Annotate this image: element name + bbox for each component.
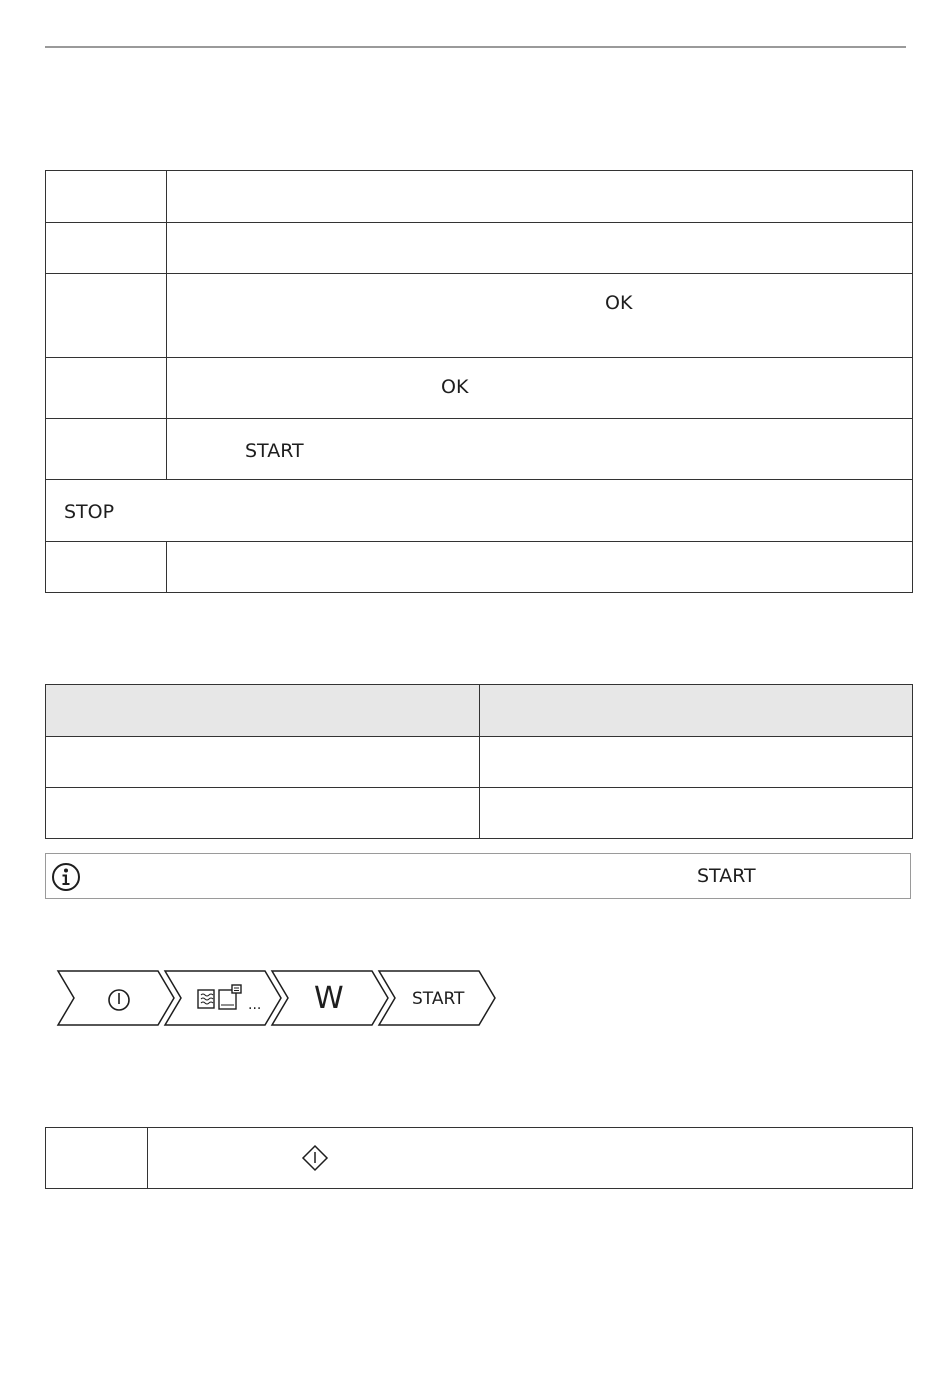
table-row: [46, 1128, 913, 1189]
start-diamond-icon: [301, 1144, 329, 1172]
header-rule: [45, 46, 906, 48]
step-cell: [46, 274, 167, 358]
start-table: [45, 1127, 913, 1189]
table-header-row: [46, 685, 913, 737]
watt-label: W: [314, 981, 344, 1016]
power-icon: [109, 990, 129, 1010]
table-cell: [480, 737, 913, 788]
step-cell: [46, 223, 167, 274]
start-label: START: [412, 989, 465, 1009]
table-row: [46, 419, 913, 480]
start-key-label: START: [697, 865, 756, 887]
header-cell: [46, 685, 480, 737]
text-cell: [167, 542, 913, 593]
table-row: [46, 788, 913, 839]
info-icon: [51, 862, 81, 892]
text-cell: [167, 274, 913, 358]
table-row: [46, 737, 913, 788]
heating-ellipsis: ...: [248, 997, 262, 1013]
settings-table: [45, 684, 913, 839]
sequence-step-2: [165, 971, 281, 1025]
full-width-cell: [46, 480, 913, 542]
table-row: [46, 542, 913, 593]
text-cell: [167, 223, 913, 274]
info-note: [45, 853, 911, 899]
procedure-table: [45, 170, 913, 593]
stop-key-label: STOP: [64, 501, 115, 523]
table-row: [46, 171, 913, 223]
table-cell: [46, 788, 480, 839]
text-cell: [148, 1128, 913, 1189]
ok-key-label: OK: [605, 292, 633, 314]
step-cell: [46, 419, 167, 480]
step-cell: [46, 171, 167, 223]
table-row: [46, 358, 913, 419]
header-cell: [480, 685, 913, 737]
text-cell: [167, 171, 913, 223]
table-row: [46, 274, 913, 358]
step-cell: [46, 1128, 148, 1189]
table-cell: [480, 788, 913, 839]
table-row: [46, 480, 913, 542]
step-cell: [46, 358, 167, 419]
step-cell: [46, 542, 167, 593]
table-row: [46, 223, 913, 274]
text-cell: [167, 358, 913, 419]
text-cell: [167, 419, 913, 480]
start-key-label: START: [245, 440, 304, 462]
heating-function-icons: [198, 985, 241, 1009]
table-cell: [46, 737, 480, 788]
operation-sequence: [56, 968, 500, 1030]
ok-key-label: OK: [441, 376, 469, 398]
sequence-step-1: [58, 971, 174, 1025]
